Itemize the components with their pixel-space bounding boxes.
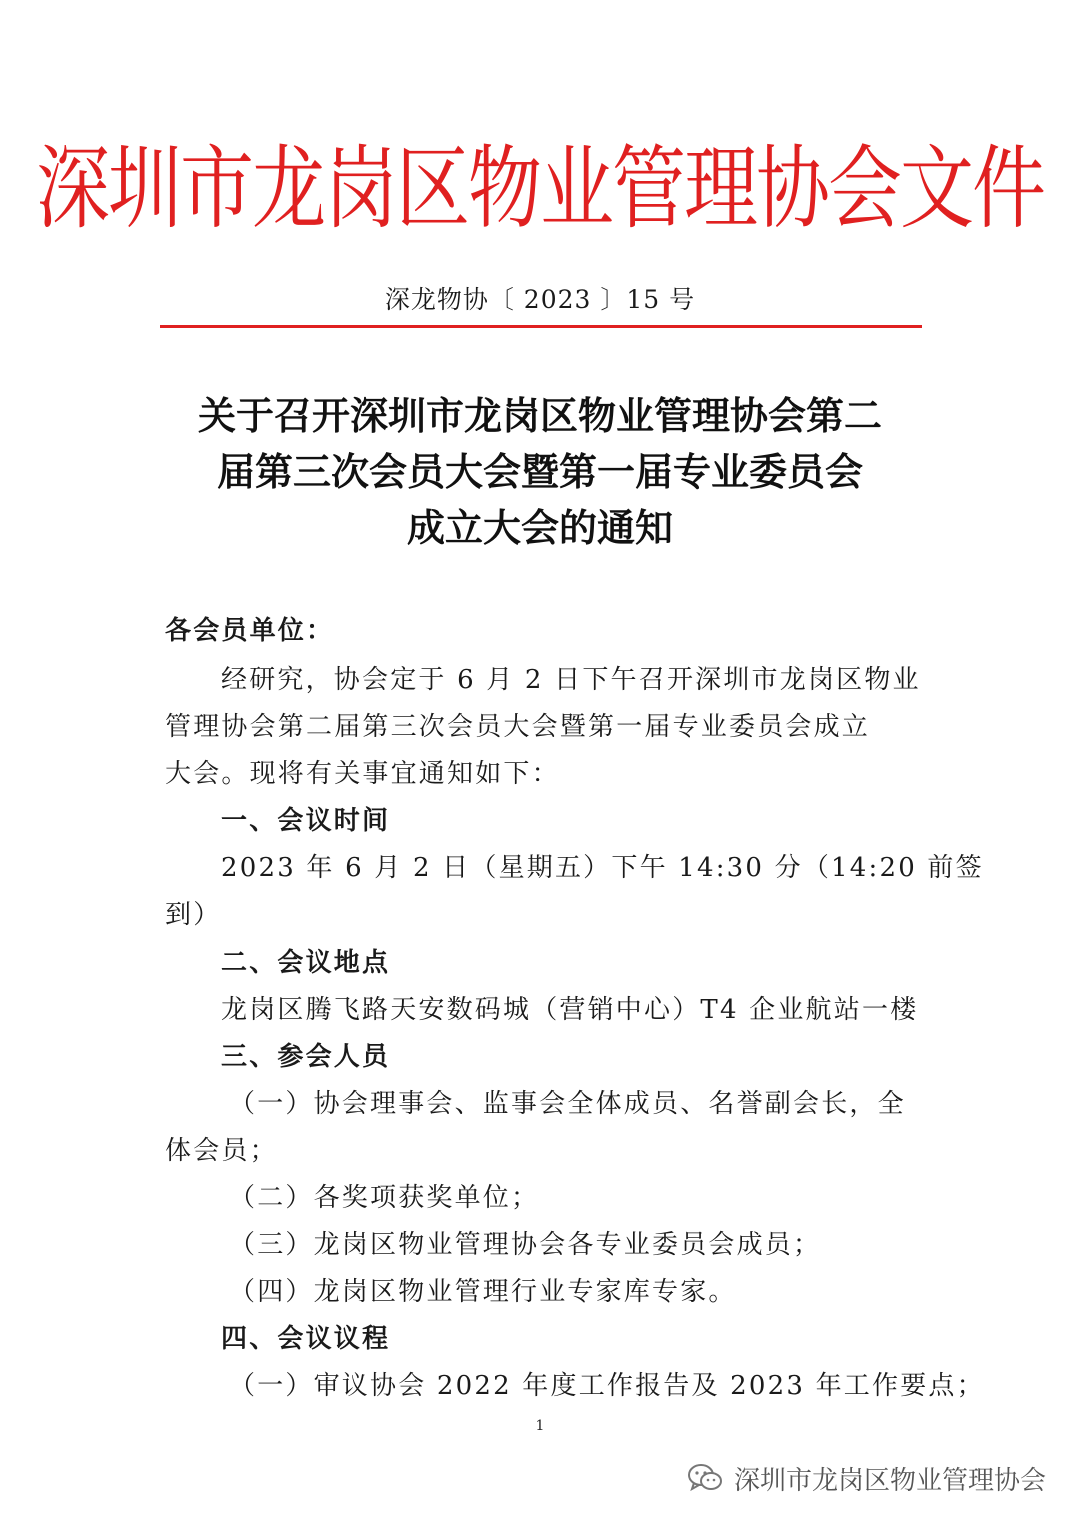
attendee-item: （三）龙岗区物业管理协会各专业委员会成员；	[229, 1230, 822, 1260]
section-heading-time: 一、会议时间	[221, 806, 391, 836]
wechat-watermark	[686, 1458, 1046, 1498]
attendee-item: 体会员；	[165, 1136, 278, 1166]
wechat-icon	[686, 1461, 724, 1495]
notice-title-line: 成立大会的通知	[406, 506, 673, 550]
section-heading-agenda: 四、会议议程	[221, 1324, 391, 1354]
salutation: 各会员单位：	[165, 616, 335, 646]
notice-title-line: 届第三次会员大会暨第一届专业委员会	[216, 450, 863, 494]
watermark-text: 深圳市龙岗区物业管理协会	[733, 1465, 1046, 1496]
agenda-item: （一）审议协会 2022 年度工作报告及 2023 年工作要点；	[229, 1371, 985, 1401]
org-title: 深圳市龙岗区物业管理协会文件	[36, 136, 1044, 242]
notice-title-line: 关于召开深圳市龙岗区物业管理协会第二	[197, 394, 882, 438]
meeting-location: 龙岗区腾飞路天安数码城（营销中心）T4 企业航站一楼	[221, 995, 919, 1025]
section-heading-location: 二、会议地点	[221, 948, 391, 978]
meeting-time: 2023 年 6 月 2 日（星期五）下午 14:30 分（14:20 前签	[221, 853, 984, 883]
attendee-item: （二）各奖项获奖单位；	[229, 1183, 540, 1213]
attendee-item: （四）龙岗区物业管理行业专家库专家。	[229, 1277, 737, 1307]
document-number: 深龙物协〔 2023 〕15 号	[384, 285, 696, 314]
meeting-time-cont: 到）	[165, 900, 222, 930]
intro-paragraph-line: 管理协会第二届第三次会员大会暨第一届专业委员会成立	[165, 712, 871, 742]
notice-title	[0, 388, 1080, 556]
intro-paragraph-line: 经研究，协会定于 6 月 2 日下午召开深圳市龙岗区物业	[221, 665, 921, 695]
attendee-item: （一）协会理事会、监事会全体成员、名誉副会长，全	[229, 1089, 906, 1119]
page-number: 1	[535, 1418, 545, 1434]
section-heading-attendees: 三、参会人员	[221, 1042, 391, 1072]
intro-paragraph-line: 大会。现将有关事宜通知如下：	[165, 759, 560, 789]
header-divider	[160, 325, 922, 328]
